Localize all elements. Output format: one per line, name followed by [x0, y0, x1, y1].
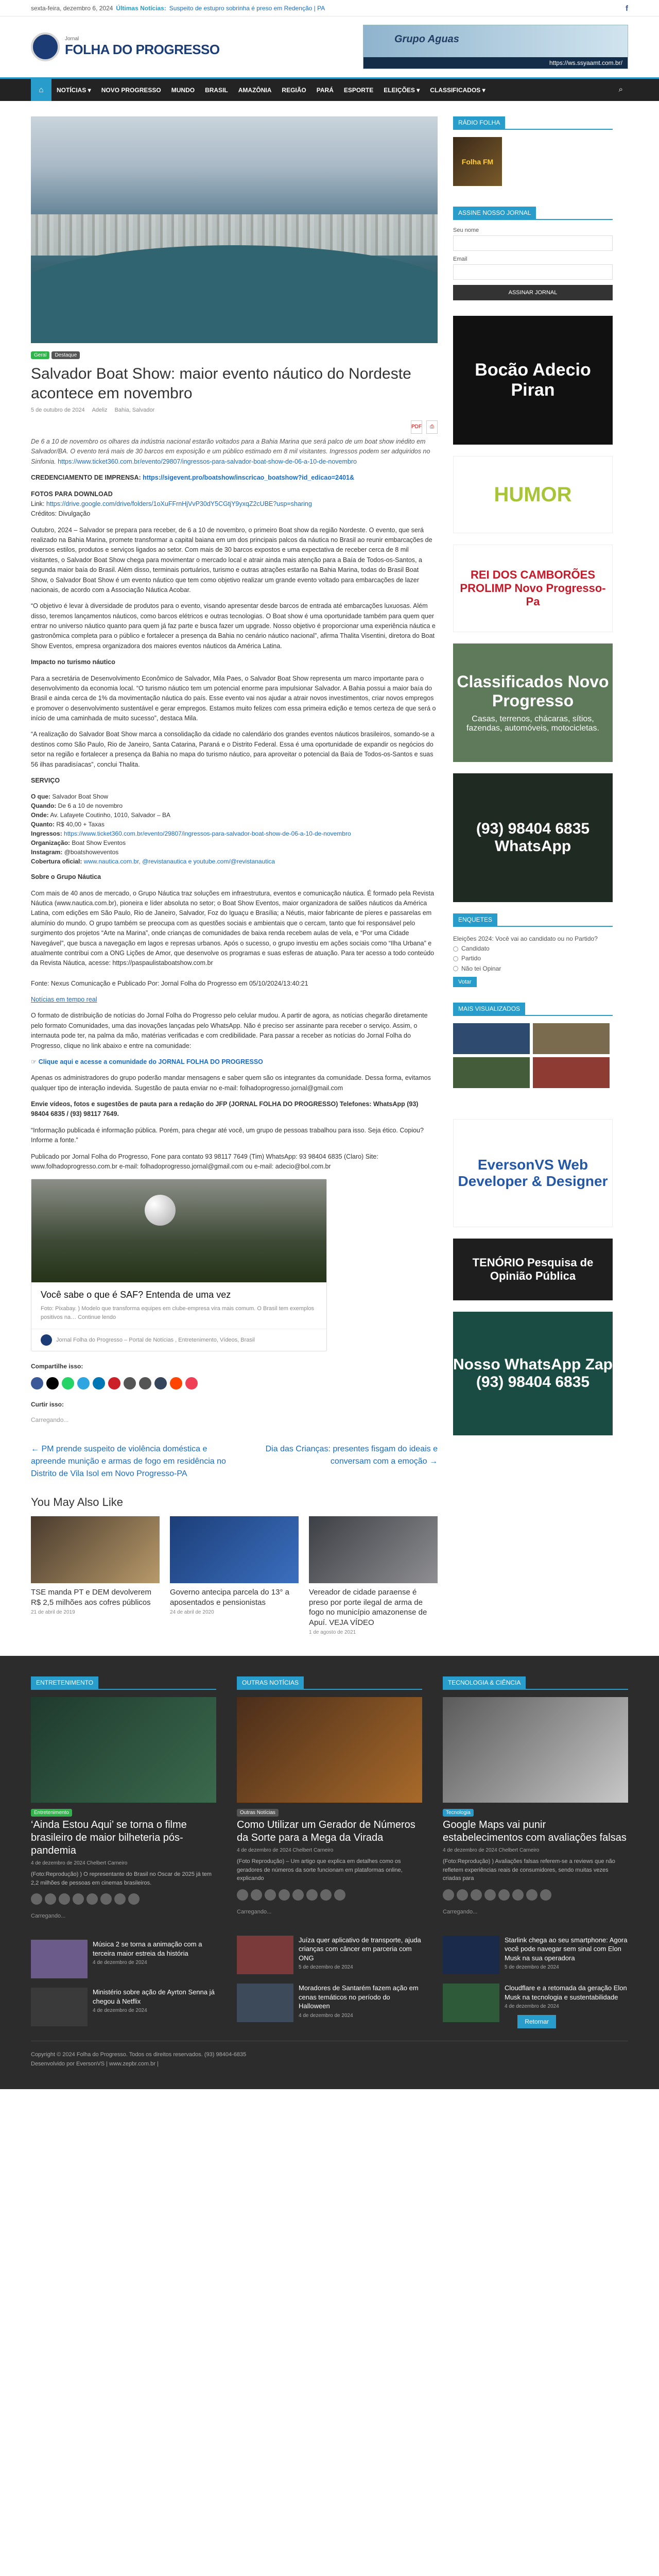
share-icon[interactable] [100, 1893, 112, 1905]
share-icon[interactable] [498, 1889, 510, 1901]
article-intro: De 6 a 10 de novembro os olhares da indústria nacional estarão voltados para a Bahia Marina que será palco de um boat show inédito em Salvador/BA. O evento terá mais de 30 barcos em exposição e um público estimado em 8 mil visitantes. Ingressos podem ser adquiridos no Sinfonia. [31, 438, 430, 465]
article-date[interactable]: 5 de outubro de 2024 [31, 407, 85, 413]
footer-column-title: TECNOLOGIA & CIÊNCIA [443, 1676, 526, 1689]
footer-column-entertainment [31, 1676, 216, 2036]
copyright-text: Copyright © 2024 Folha do Progresso. Todos os direitos reservados. (93) 98404-6835 [31, 2052, 247, 2058]
most-viewed-thumb[interactable] [533, 1023, 610, 1054]
article-featured-image [31, 116, 438, 343]
photo-download-link[interactable]: https://drive.google.com/drive/folders/1oXuFFrnHjVvP30dY5CGtjY9yxqZ2cUBE?usp=sharing [46, 500, 312, 507]
related-post-card[interactable] [170, 1516, 299, 1635]
pointer-icon: ☞ [31, 1058, 39, 1065]
ad-prolimp[interactable]: REI DOS CAMBORÕES PROLIMP Novo Progresso-Pa [453, 545, 613, 632]
article-paragraph-8: Envie vídeos, fotos e sugestões de pauta para a redação do JFP (JORNAL FOLHA DO PROGRESSO) Telefones: WhatsApp (93) 98404 6835 / (93) 98117 7649. [31, 1100, 419, 1118]
share-icon[interactable] [86, 1893, 98, 1905]
ad-eversonvs[interactable]: EversonVS Web Developer & Designer [453, 1119, 613, 1227]
top-bar [0, 0, 659, 16]
nav-item-classificados[interactable]: CLASSIFICADOS ▾ [430, 86, 485, 94]
footer-headline[interactable]: Como Utilizar um Gerador de Números da Sorte para a Mega da Virada [237, 1819, 415, 1844]
related-posts [31, 1496, 438, 1635]
related-post-image[interactable] [31, 1516, 160, 1583]
photo-credit: Créditos: Divulgação [31, 510, 91, 518]
embedded-post-card[interactable] [31, 1179, 327, 1351]
footer-column-technology [443, 1676, 628, 2036]
article-paragraph-1: Outubro, 2024 – Salvador se prepara para receber, de 6 a 10 de novembro, o primeiro Boat show da região Nordeste. O evento, que será realizado na Bahia Marina, promete transformar a capital baiana em um dos principais palcos da náutica no Brasil ao reunir embarcações de diversos estilos, produtos e serviços ligados ao setor. Com mais de 30 barcos expostos e uma expectativa de receber cerca de 8 mil visitantes, o Salvador Boat Show chega para movimentar o mercado local e atrair ainda mais atenção para a Baía de Todos-os-Santos, a segunda maior baía do Brasil. Além disso, terminais portuários, turismo e outras atrações estarão na Bahia Marina, todas do Brasil Boat Show, o Salvador Boat Show é um evento náutico que tem como objetivo realizar um grande evento voltado para embarcações de lazer nacionais, de acordo com a Associação Náutica Acobar. [31, 526, 432, 594]
print-icon[interactable]: ⎙ [426, 420, 438, 434]
nav-item-regiao[interactable]: REGIÃO [282, 86, 306, 94]
service-heading: SERVIÇO [31, 776, 60, 784]
footer-loading: Carregando... [443, 1908, 478, 1915]
share-icon[interactable] [31, 1893, 42, 1905]
main-navigation [0, 77, 659, 101]
email-field-label: Email [453, 256, 467, 262]
related-post-date: 1 de agosto de 2021 [309, 1630, 356, 1636]
nav-item-para[interactable]: PARÁ [316, 86, 334, 94]
share-icon[interactable] [45, 1893, 56, 1905]
ad-bocao[interactable]: Bocão Adecio Piran [453, 316, 613, 445]
footer-featured-image[interactable] [31, 1697, 216, 1803]
banner-title: Grupo Aguas [394, 33, 459, 45]
nav-item-esporte[interactable]: ESPORTE [343, 86, 374, 94]
embed-image [31, 1179, 326, 1282]
ad-tenorio[interactable]: TENÓRIO Pesquisa de Opinião Pública [453, 1239, 613, 1300]
related-post-title[interactable]: Governo antecipa parcela do 13° a aposentados e pensionistas [170, 1588, 289, 1607]
share-icon[interactable] [443, 1889, 454, 1901]
article-paragraph-7: Apenas os administradores do grupo poderão mandar mensagens e saber quem são os integrantes da comunidade. Dessa forma, evitamos qualquer tipo de interação indevida. Sugestão de pauta enviar no e-mail: folhadoprogresso.jornal@gmail.com [31, 1074, 431, 1092]
related-post-image[interactable] [309, 1516, 438, 1583]
share-tumblr-icon[interactable] [154, 1377, 167, 1389]
footer-share-icons [443, 1889, 628, 1901]
share-icon[interactable] [251, 1889, 262, 1901]
footer-tag[interactable]: Entretenimento [31, 1809, 72, 1817]
poll-question: Eleições 2024: Você vai ao candidato ou no Partido? [453, 935, 598, 942]
back-to-top-button[interactable]: Retornar [517, 2015, 556, 2028]
photo-link-label: Link: [31, 500, 45, 507]
site-footer [0, 1656, 659, 2089]
share-icon[interactable] [512, 1889, 524, 1901]
sidebar [453, 116, 613, 1635]
ad-classificados-sub: Casas, terrenos, chácaras, sítios, fazendas, automóveis, motocicletas. [466, 715, 599, 733]
radio-widget-title: RÁDIO FOLHA [453, 116, 505, 129]
latest-news-label: Últimas Notícias: [116, 5, 166, 12]
related-posts-title: You May Also Like [31, 1496, 123, 1509]
share-icon[interactable] [457, 1889, 468, 1901]
previous-post-link[interactable]: ← PM prende suspeito de violência doméstica e apreende munição e armas de fogo em residência no Distrito de Vila Isol em Novo Progresso-PA [31, 1445, 226, 1479]
photo-download-label: FOTOS PARA DOWNLOAD [31, 490, 113, 498]
footer-small-post[interactable]: Música 2 se torna a animação com a terceira maior estreia da história 4 de dezembro de 2024 [31, 1940, 216, 1978]
logo-small-text: Jornal [65, 36, 79, 42]
ad-humor[interactable]: HUMOR [453, 456, 613, 533]
share-icon[interactable] [114, 1893, 126, 1905]
article-paragraph-3: Para a secretária de Desenvolvimento Econômico de Salvador, Mila Paes, o Salvador Boat Show representa um marco importante para o desenvolvimento da economia local. “O turismo náutico tem um potencial enorme para impulsionar Salvador. A Bahia possui a maior baía do Brasil e ainda cerca de 1% da movimentação náutica do país. Esse evento vai nos ajudar a atrair novos investimentos, criar novos empregos e promover o desenvolvimento sustentável e gerar empregos. Estamos muito felizes com essa primeira edição e temos certeza de que será o início de uma caminhada de muito sucesso”, destaca Mila. [31, 674, 436, 722]
tickets-link[interactable]: https://www.ticket360.com.br/evento/29807/ingressos-para-salvador-boat-show-de-06-a-10-de-novembro [64, 830, 351, 838]
most-viewed-thumb[interactable] [453, 1023, 530, 1054]
footer-bottom [31, 2041, 628, 2069]
service-item: Cobertura oficial: www.nautica.com.br, @revistanautica e youtube.com/@revistanautica [31, 858, 275, 866]
credential-link[interactable]: https://sigevent.pro/boatshow/inscricao_boatshow?id_edicao=2401& [143, 474, 355, 482]
footer-meta: 4 de dezembro de 2024 Chelbert Carneiro [237, 1848, 334, 1854]
article-paragraph-6: O formato de distribuição de notícias do Jornal Folha do Progresso pelo celular mudou. A partir de agora, as notícias chegarão diretamente pelo formato Comunidades, uma das inovações lançadas pelo WhatsApp. Não é preciso ser assinante para receber o serviço. Assim, o internauta pode ter, na palma da mão, matérias verificadas e com credibilidade. Para passar a receber as notícias do Jornal Folha do Progresso, clique no link abaixo e entre na comunidade: [31, 1012, 428, 1049]
coverage-link[interactable]: www.nautica.com.br, @revistanautica e youtube.com/@revistanautica [83, 858, 275, 866]
share-icon[interactable] [526, 1889, 537, 1901]
footer-meta: 4 de dezembro de 2024 Chelbert Carneiro [443, 1848, 540, 1854]
nav-item-amazonia[interactable]: AMAZÔNIA [238, 86, 272, 94]
footer-tag[interactable]: Outras Notícias [237, 1809, 279, 1817]
pdf-icon[interactable]: PDF [411, 420, 422, 434]
related-post-card[interactable] [309, 1516, 438, 1635]
article-paragraph-2: “O objetivo é levar à diversidade de produtos para o evento, visando apresentar desde barcos de entrada até embarcações luxuosas. Além disso, teremos lançamentos náuticos, como barcos elétricos e outras tecnologias. O Boat show é uma oportunidade também para quem quer entrar no universo náutico quanto para quem já faz parte e busca fazer um upgrade. Nosso objetivo é proporcionar uma experiência náutica e gastronômica completa para o público e fortalecer a presença da Bahia no cenário náutico nacional”, afirma Thalita Visentini, diretora do Boat Show Eventos, empresa organizadora dos maiores eventos náuticos da América Latina. [31, 602, 436, 650]
share-icon[interactable] [265, 1889, 276, 1901]
share-telegram-icon[interactable] [77, 1377, 90, 1389]
developer-credit: Desenvolvido por EversonVS | www.zepbr.com.br | [31, 2060, 159, 2067]
related-post-image[interactable] [170, 1516, 299, 1583]
share-icon[interactable] [320, 1889, 332, 1901]
current-date: sexta-feira, dezembro 6, 2024 [31, 5, 113, 12]
poll-option[interactable]: Candidato [453, 944, 613, 954]
footer-featured-image[interactable] [443, 1697, 628, 1803]
share-icon[interactable] [306, 1889, 318, 1901]
share-x-icon[interactable] [46, 1377, 59, 1389]
article-paragraph-4: “A realização do Salvador Boat Show marca a consolidação da cidade no calendário dos grandes eventos náuticos brasileiros, somando-se a destinos como São Paulo, Rio de Janeiro, Santa Catarina, Paraná e o Distrito Federal. Essa é uma oportunidade de expandir os negócios do setor na região e fortalecer a presença da Bahia no mapa do turismo náutico, para aproveitar o potencial da Baía de Todos-os-Santos e suas 56 ilhas paradisíacas”, conclui Thalita. [31, 731, 435, 768]
footer-loading: Carregando... [237, 1908, 272, 1915]
share-icon[interactable] [484, 1889, 496, 1901]
nav-item-noticias[interactable]: NOTÍCIAS ▾ [57, 86, 91, 94]
share-icon[interactable] [59, 1893, 70, 1905]
related-post-title[interactable]: Vereador de cidade paraense é preso por porte ilegal de arma de fogo no município amazonense de Apuí. VEJA VÍDEO [309, 1588, 427, 1627]
share-pocket-icon[interactable] [185, 1377, 198, 1389]
article-paragraph-9: “Informação publicada é informação pública. Porém, para chegar até você, um grupo de pessoas trabalhou para isso. Seja ético. Copiou? Informe a fonte.” [31, 1126, 424, 1144]
credential-label: CREDENCIAMENTO DE IMPRENSA: [31, 474, 141, 482]
footer-excerpt: (Foto Reprodução) – Um artigo que explica em detalhes como os geradores de números da sorte funcionam em plataformas online, explicando [237, 1858, 403, 1882]
related-post-card[interactable] [31, 1516, 160, 1635]
service-item: Quanto: R$ 40,00 + Taxas [31, 821, 105, 828]
footer-headline[interactable]: Google Maps vai punir estabelecimentos com avaliações falsas [443, 1819, 627, 1844]
ad-classificados[interactable] [453, 643, 613, 762]
logo-emblem-icon [31, 32, 60, 61]
intro-ticket-link[interactable]: https://www.ticket360.com.br/evento/29807/ingressos-para-salvador-boat-show-de-06-a-10-de-novembro [58, 457, 357, 465]
service-list [31, 792, 438, 866]
search-icon[interactable]: ⌕ [618, 85, 623, 94]
footer-tag[interactable]: Tecnologia [443, 1809, 474, 1817]
footer-share-icons [237, 1889, 422, 1901]
share-label: Compartilhe isso: [31, 1363, 83, 1370]
footer-small-post[interactable]: Juíza quer aplicativo de transporte, ajuda crianças com câncer em parceria com ONG 5 de dezembro de 2024 [237, 1936, 422, 1975]
header-banner-ad[interactable] [363, 25, 628, 69]
footer-column-title: OUTRAS NOTÍCIAS [237, 1676, 304, 1689]
article-paragraph-10: Publicado por Jornal Folha do Progresso, Fone para contato 93 98117 7649 (Tim) WhatsApp: 93 98404 6835 (Claro) Site: www.folhadoprogresso.com.br e-mail: folhadoprogresso.jornal@gmail.com ou e-mail: adecio@bol.com.br [31, 1153, 378, 1170]
category-badge-geral[interactable]: Geral [31, 351, 49, 359]
article-title: Salvador Boat Show: maior evento náutico do Nordeste acontece em novembro [31, 365, 411, 402]
banner-url: https://ws.ssyaamt.com.br/ [363, 57, 628, 69]
service-item: O que: Salvador Boat Show [31, 793, 109, 801]
poll-option[interactable]: Não tei Opinar [453, 964, 613, 974]
nav-item-eleicoes[interactable]: ELEIÇÕES ▾ [384, 86, 420, 94]
footer-featured-image[interactable] [237, 1697, 422, 1803]
like-loading: Carregando... [31, 1416, 69, 1424]
email-input[interactable] [453, 264, 613, 280]
footer-meta: 4 de dezembro de 2024 Chelbert Carneiro [31, 1860, 128, 1867]
share-icon[interactable] [237, 1889, 248, 1901]
footer-column-title: ENTRETENIMENTO [31, 1676, 98, 1689]
footer-headline[interactable]: ‘Ainda Estou Aqui’ se torna o filme brasileiro de maior bilheteria pós-pandemia [31, 1819, 187, 1857]
most-viewed-thumb[interactable] [533, 1057, 610, 1088]
article-source: Fonte: Nexus Comunicação e Publicado Por: Jornal Folha do Progresso em 05/10/2024/13:40:21 [31, 979, 308, 987]
ad-whatsapp-zap[interactable]: Nosso WhatsApp Zap (93) 98404 6835 [453, 1312, 613, 1435]
vote-button[interactable]: Votar [453, 977, 477, 987]
latest-news-link[interactable]: Suspeito de estupro sobrinha é preso em Redenção | PA [169, 5, 325, 12]
embed-title[interactable]: Você sabe o que é SAF? Entenda de uma vez [41, 1290, 231, 1300]
share-icon[interactable] [73, 1893, 84, 1905]
share-icon[interactable] [128, 1893, 140, 1905]
share-icon[interactable] [334, 1889, 345, 1901]
share-facebook-icon[interactable] [31, 1377, 43, 1389]
community-link[interactable]: Clique aqui e acesse a comunidade do JORNAL FOLHA DO PROGRESSO [38, 1058, 263, 1065]
radio-player-logo[interactable]: Folha FM [453, 137, 502, 186]
section-heading-about: Sobre o Grupo Náutica [31, 873, 101, 881]
logo-name: FOLHA DO PROGRESSO [65, 42, 220, 57]
share-icon[interactable] [471, 1889, 482, 1901]
article-meta [31, 407, 438, 413]
section-heading-impact: Impacto no turismo náutico [31, 658, 115, 666]
category-badge-destaque[interactable]: Destaque [51, 351, 80, 359]
name-input[interactable] [453, 235, 613, 251]
footer-small-post[interactable]: Cloudflare e a retomada da geração Elon Musk na tecnologia e sustentabilidade 4 de dezembro de 2024 [443, 1984, 628, 2022]
embed-source: Jornal Folha do Progresso – Portal de Notícias , Entretenimento, Vídeos, Brasil [56, 1337, 255, 1344]
share-icon[interactable] [540, 1889, 551, 1901]
service-item: Quando: De 6 a 10 de novembro [31, 802, 123, 810]
site-avatar-icon [41, 1334, 52, 1346]
footer-small-post[interactable]: Ministério sobre ação de Ayrton Senna já chegou à Netflix 4 de dezembro de 2024 [31, 1988, 216, 2026]
nav-item-mundo[interactable]: MUNDO [171, 86, 195, 94]
subscribe-button[interactable]: ASSINAR JORNAL [453, 285, 613, 300]
most-viewed-thumb[interactable] [453, 1057, 530, 1088]
article-content [31, 116, 438, 1635]
share-print-icon[interactable] [139, 1377, 151, 1389]
poll-widget-title: ENQUETES [453, 913, 497, 926]
article-author[interactable]: Adeliz [92, 407, 108, 413]
poll-option[interactable]: Partido [453, 954, 613, 963]
ad-whatsapp[interactable]: (93) 98404 6835 WhatsApp [453, 773, 613, 902]
article-tags[interactable]: Bahia, Salvador [114, 407, 155, 413]
footer-excerpt: (Foto:Reprodução) ) Avaliações falsas referem-se a reviews que não refletem experiências reais de consumidores, sendo muitas vezes criadas para [443, 1858, 615, 1882]
share-whatsapp-icon[interactable] [62, 1377, 74, 1389]
article-paragraph-5: Com mais de 40 anos de mercado, o Grupo Náutica traz soluções em infraestrutura, eventos e comunicação náutica. É formado pela Revista Náutica (www.nautica.com.br), pioneira e líder absoluta no setor; o Boat Show Eventos, maior organizadora de salões náuticos da América Latina, com edições em São Paulo, Rio de Janeiro, Salvador, Foz do Iguaçu e Brasília; a Néutis, maior fabricante de píeres e passarelas em alumínio do mundo. O grupo também se preocupa com as questões sociais e ambientais que o cercam, tanto que foi responsável pelo surgimento dos projetos “Arte na Marina”, onde crianças de comunidades de baixa renda recebem aulas de vela, e “Por uma Cidade Navegável”, que busca a navegação em lagos e represas urbanos. Após o sucesso, o grupo investiu em ações sociais como “Ilha Urbana” e atualmente contribui com a ONG Lições de Amor, que desenvolve os programas e suas esferas de atuação. Para ter acesso a todo conteúdo da Revista Náutica, acesse: https://paspaulistaboatshow.com.br [31, 889, 435, 967]
share-pinterest-icon[interactable] [108, 1377, 120, 1389]
like-label: Curtir isso: [31, 1401, 64, 1409]
name-field-label: Seu nome [453, 227, 479, 233]
share-reddit-icon[interactable] [170, 1377, 182, 1389]
service-item: Onde: Av. Lafayete Coutinho, 1010, Salvador – BA [31, 811, 171, 819]
most-viewed-title: MAIS VISUALIZADOS [453, 1003, 525, 1015]
next-post-link[interactable]: Dia das Crianças: presentes fisgam do ideais e conversam com a emoção → [265, 1445, 438, 1466]
footer-excerpt: (Foto:Reprodução) ) O representante do Brasil no Oscar de 2025 já tem 2,2 milhões de pessoas em cinemas brasileiros. [31, 1871, 212, 1886]
related-post-date: 21 de abril de 2019 [31, 1609, 75, 1616]
footer-small-post[interactable]: Starlink chega ao seu smartphone: Agora você pode navegar sem sinal com Elon Musk na sua operadora 5 de dezembro de 2024 [443, 1936, 628, 1975]
site-logo[interactable] [31, 32, 220, 61]
embed-excerpt: Foto: Pixabay. ) Modelo que transforma equipes em clube-empresa vira mais comum. O Brasil tem exemplos positivos na… Continue lendo [41, 1306, 315, 1320]
post-navigation [31, 1443, 438, 1480]
nav-item-novo-progresso[interactable]: NOVO PROGRESSO [101, 86, 161, 94]
service-item: Ingressos: https://www.ticket360.com.br/evento/29807/ingressos-para-salvador-boat-show-de-06-a-10-de-novembro [31, 830, 351, 838]
ad-classificados-title: Classificados Novo Progresso [457, 672, 609, 710]
share-icon[interactable] [279, 1889, 290, 1901]
service-item: Organização: Boat Show Eventos [31, 839, 126, 847]
most-viewed-grid [453, 1023, 613, 1088]
share-email-icon[interactable] [124, 1377, 136, 1389]
home-icon[interactable]: ⌂ [31, 79, 51, 101]
share-icon[interactable] [292, 1889, 304, 1901]
share-buttons [31, 1377, 438, 1389]
newsletter-widget-title: ASSINE NOSSO JORNAL [453, 207, 536, 219]
site-header [0, 16, 659, 77]
related-post-date: 24 de abril de 2020 [170, 1609, 214, 1616]
facebook-icon[interactable]: f [626, 4, 628, 13]
footer-loading: Carregando... [31, 1913, 66, 1920]
footer-share-icons [31, 1893, 216, 1905]
related-post-title[interactable]: TSE manda PT e DEM devolverem R$ 2,5 milhões aos cofres públicos [31, 1588, 151, 1607]
poll-widget [453, 934, 613, 974]
footer-small-post[interactable]: Moradores de Santarém fazem ação em cenas temáticos no período do Halloween 4 de dezembro de 2024 [237, 1984, 422, 2023]
nav-item-brasil[interactable]: BRASIL [205, 86, 228, 94]
service-item: Instagram: @boatshoweventos [31, 849, 119, 856]
realtime-news-link[interactable]: Notícias em tempo real [31, 996, 97, 1003]
share-linkedin-icon[interactable] [93, 1377, 105, 1389]
footer-column-other-news [237, 1676, 422, 2036]
